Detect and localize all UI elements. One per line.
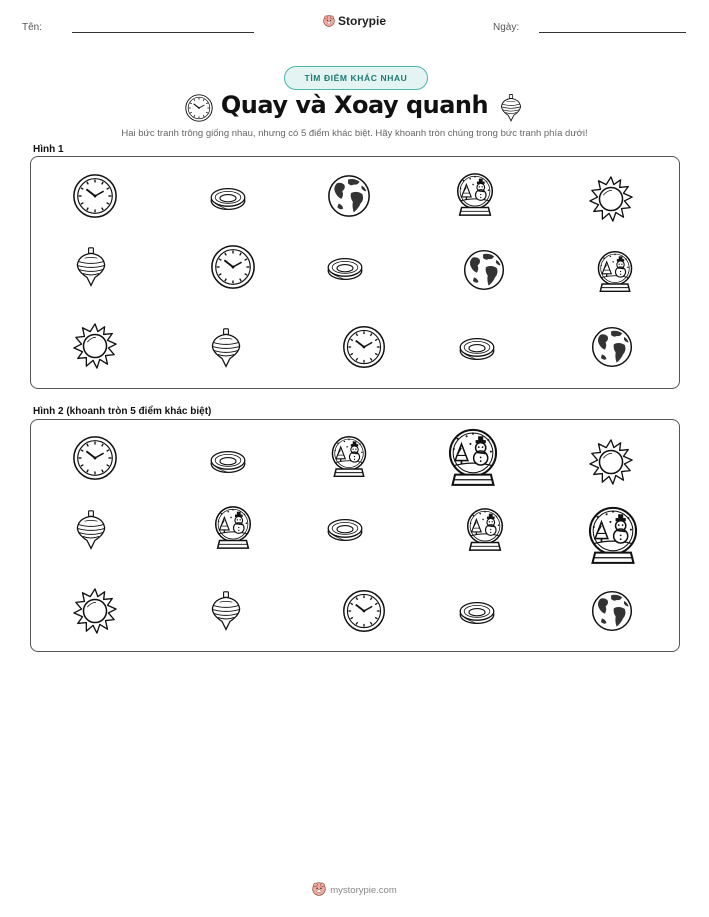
footer-url[interactable]: mystorypie.com bbox=[330, 885, 397, 896]
spinning-top-icon[interactable] bbox=[71, 243, 111, 291]
clock-icon[interactable] bbox=[209, 243, 257, 291]
ring-icon[interactable] bbox=[206, 179, 250, 219]
sun-icon[interactable] bbox=[71, 322, 119, 370]
ring-icon[interactable] bbox=[455, 329, 499, 369]
clock-icon[interactable] bbox=[71, 434, 119, 482]
date-line[interactable] bbox=[539, 32, 686, 33]
clock-icon[interactable] bbox=[71, 172, 119, 220]
sun-icon[interactable] bbox=[587, 175, 635, 223]
ring-icon[interactable] bbox=[206, 442, 250, 482]
sun-icon[interactable] bbox=[71, 587, 119, 635]
storypie-logo-icon bbox=[323, 15, 335, 27]
name-label: Tên: bbox=[22, 22, 43, 33]
picture1-label: Hình 1 bbox=[33, 144, 64, 155]
spinning-top-icon[interactable] bbox=[206, 586, 246, 636]
snow-globe-icon[interactable] bbox=[441, 424, 505, 492]
ring-icon[interactable] bbox=[323, 249, 367, 289]
spinning-top-icon bbox=[497, 93, 525, 123]
page-title: Quay và Xoay quanh bbox=[220, 91, 489, 119]
spinning-top-icon[interactable] bbox=[71, 506, 111, 554]
snow-globe-icon[interactable] bbox=[209, 504, 257, 552]
picture2-panel bbox=[30, 419, 680, 652]
globe-icon[interactable] bbox=[589, 324, 635, 370]
storypie-logo-icon bbox=[312, 882, 326, 896]
globe-icon[interactable] bbox=[325, 172, 373, 220]
brand-name: Storypie bbox=[337, 14, 386, 28]
instructions: Hai bức tranh trông giống nhau, nhưng có 5 điểm khác biệt. Hãy khoanh tròn chúng trong bức tranh phía dưới! bbox=[121, 128, 588, 139]
ring-icon[interactable] bbox=[323, 510, 367, 550]
globe-icon[interactable] bbox=[589, 588, 635, 634]
snow-globe-icon[interactable] bbox=[461, 506, 509, 554]
globe-icon[interactable] bbox=[461, 247, 507, 293]
date-label: Ngày: bbox=[493, 22, 520, 33]
picture1-panel bbox=[30, 156, 680, 389]
ring-icon[interactable] bbox=[455, 593, 499, 633]
footer bbox=[0, 882, 709, 896]
spinning-top-icon[interactable] bbox=[206, 323, 246, 373]
snow-globe-icon[interactable] bbox=[326, 434, 372, 480]
clock-icon[interactable] bbox=[341, 324, 387, 370]
snow-globe-icon[interactable] bbox=[451, 171, 499, 219]
clock-icon[interactable] bbox=[341, 588, 387, 634]
sun-icon[interactable] bbox=[587, 438, 635, 486]
brand bbox=[0, 14, 709, 28]
snow-globe-icon[interactable] bbox=[592, 249, 638, 295]
picture2-label: Hình 2 (khoanh tròn 5 điểm khác biệt) bbox=[33, 406, 212, 417]
activity-badge: TÌM ĐIỂM KHÁC NHAU bbox=[284, 66, 428, 90]
snow-globe-icon[interactable] bbox=[581, 502, 645, 570]
name-line[interactable] bbox=[72, 32, 254, 33]
